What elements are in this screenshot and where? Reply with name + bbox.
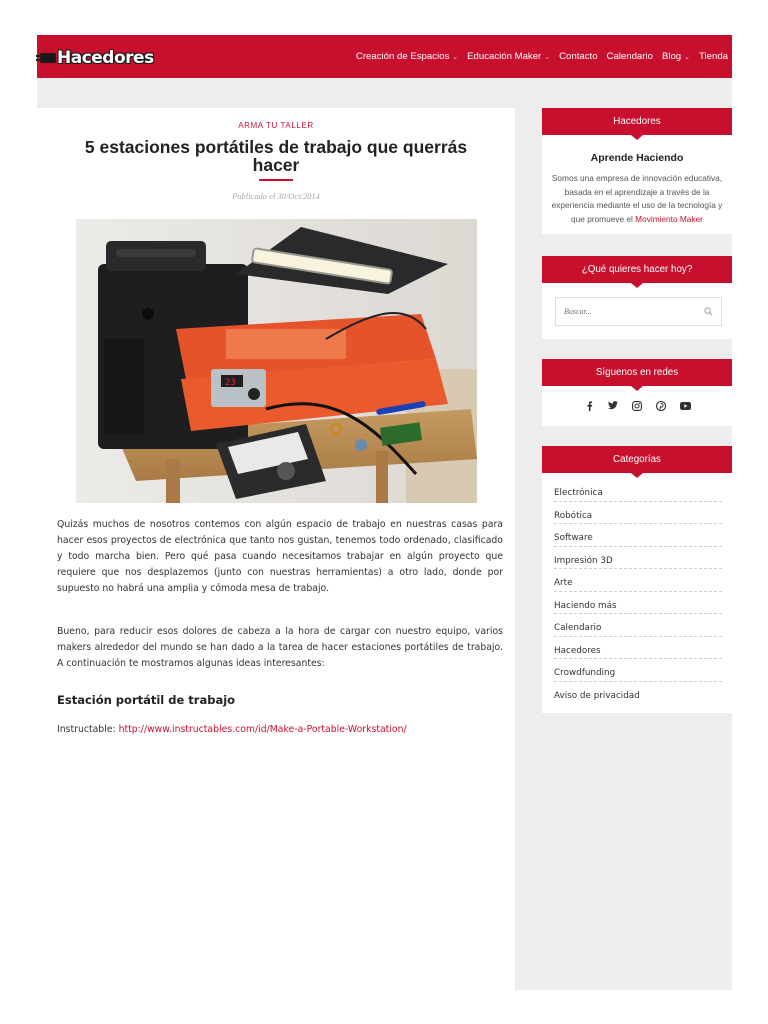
nav-item-blog[interactable] xyxy=(662,51,690,62)
article-paragraph: Bueno, para reducir esos dolores de cabeza a la hora de cargar con nuestro equipo, varios makers alrededor del mundo se han dado a la tarea de hacer estaciones portátiles de trabajo. A continuación te mostramos algunas ideas interesantes: xyxy=(57,626,503,669)
page-wrapper xyxy=(37,35,732,990)
chevron-down-icon: ⌄ xyxy=(544,53,551,61)
nav-label: Educación Maker xyxy=(467,51,542,62)
category-link[interactable]: Robótica xyxy=(554,502,722,525)
article-paragraph: Quizás muchos de nosotros contemos con algún espacio de trabajo en nuestras casas para hacer esos proyectos de electrónica que tanto nos gustan, tenemos todo ordenado, clasificado y todo marcha bien. Pero qué pasa cuando necesitamos trabajar en algún proyecto que requiere que nos desplazemos (junto con nuestras herramientas) a otro lado, donde por supuesto no habrá una amplia y cómoda mesa de trabajo. xyxy=(57,519,503,594)
instructable-link[interactable]: http://www.instructables.com/id/Make-a-Portable-Workstation/ xyxy=(118,724,407,735)
site-logo[interactable] xyxy=(40,49,154,67)
published-date: Publicado el 30/Oct/2014 xyxy=(232,191,320,201)
movimiento-maker-link[interactable]: Movimiento Maker xyxy=(635,213,703,224)
article-category-link[interactable]: ARMA TU TALLER xyxy=(238,121,314,130)
facebook-icon[interactable] xyxy=(584,400,595,411)
search-widget xyxy=(542,256,732,339)
section-heading: Estación portátil de trabajo xyxy=(57,693,236,707)
chevron-down-icon: ⌄ xyxy=(684,53,691,61)
category-link[interactable]: Arte xyxy=(554,569,722,592)
article xyxy=(37,108,515,990)
article-title: 5 estaciones portátiles de trabajo que querrás hacer xyxy=(84,137,468,175)
social-widget xyxy=(542,359,732,426)
site-header xyxy=(37,35,732,78)
nav-label: Creación de Espacios xyxy=(355,51,450,62)
nav-label: Tienda xyxy=(699,51,728,62)
about-heading: Aprende Haciendo xyxy=(590,152,684,164)
nav-label: Contacto xyxy=(559,51,598,62)
about-widget-title: Hacedores xyxy=(542,108,732,135)
logo-text: Hacedores xyxy=(57,48,154,68)
nav-item-calendario[interactable] xyxy=(607,51,653,62)
twitter-icon[interactable] xyxy=(608,400,619,411)
title-divider xyxy=(259,179,293,181)
nav-item-creacion-de-espacios[interactable] xyxy=(356,51,458,62)
pinterest-icon[interactable] xyxy=(656,400,667,411)
category-link[interactable]: Impresión 3D xyxy=(554,547,722,570)
social-links xyxy=(542,400,732,411)
instagram-icon[interactable] xyxy=(632,400,643,411)
about-text xyxy=(550,172,724,226)
article-featured-image xyxy=(76,219,477,503)
category-link[interactable]: Hacedores xyxy=(554,637,722,660)
social-widget-title: Síguenos en redes xyxy=(542,359,732,386)
categories-widget xyxy=(542,446,732,713)
station-readout: 23 xyxy=(225,378,236,388)
categories-widget-title: Categorías xyxy=(542,446,732,473)
plug-icon xyxy=(40,53,56,63)
search-icon[interactable] xyxy=(704,307,713,316)
category-link[interactable]: Software xyxy=(554,524,722,547)
search-box xyxy=(555,297,722,326)
category-link[interactable]: Calendario xyxy=(554,614,722,637)
search-input[interactable] xyxy=(556,298,696,325)
main-nav xyxy=(356,35,728,78)
about-widget xyxy=(542,108,732,234)
about-body: Somos una empresa de innovación educativa, basada en el aprendizaje a través de la experiencia mediante el uso de la tecnología y que promueve el xyxy=(551,173,723,224)
nav-label: Blog xyxy=(661,51,682,62)
category-list xyxy=(554,479,722,704)
source-line xyxy=(57,724,407,735)
source-label: Instructable: xyxy=(57,724,119,735)
youtube-icon[interactable] xyxy=(680,400,691,411)
category-link[interactable]: Electrónica xyxy=(554,479,722,502)
portable-workstation-photo xyxy=(76,219,477,503)
category-link[interactable]: Crowdfunding xyxy=(554,659,722,682)
nav-label: Calendario xyxy=(606,51,653,62)
chevron-down-icon: ⌄ xyxy=(452,53,459,61)
category-link[interactable]: Aviso de privacidad xyxy=(554,690,640,701)
nav-item-contacto[interactable] xyxy=(559,51,597,62)
category-link[interactable]: Haciendo más xyxy=(554,592,722,615)
search-widget-title: ¿Qué quieres hacer hoy? xyxy=(542,256,732,283)
nav-item-educacion-maker[interactable] xyxy=(467,51,550,62)
nav-item-tienda[interactable] xyxy=(699,51,728,62)
